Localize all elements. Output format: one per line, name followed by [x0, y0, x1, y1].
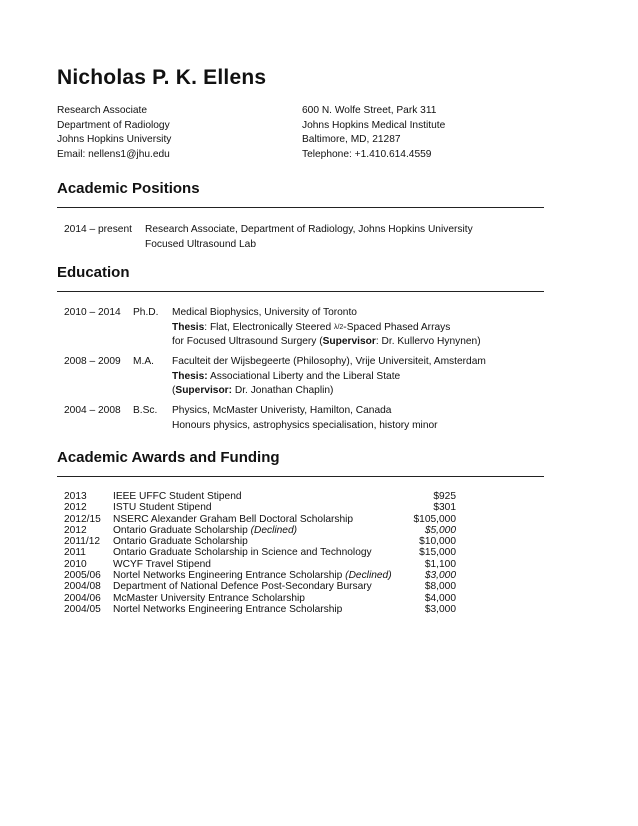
education-details — [172, 306, 481, 350]
contact-department: Department of Radiology — [57, 119, 170, 131]
address-city: Baltimore, MD, 21287 — [302, 134, 401, 146]
supervisor-line — [172, 335, 481, 350]
award-year: 2004/08 — [64, 581, 101, 593]
award-row — [64, 525, 456, 536]
award-name — [113, 514, 353, 525]
education-line: Medical Biophysics, University of Toronto — [172, 307, 357, 318]
award-amount: $4,000 — [424, 592, 456, 604]
award-name — [113, 581, 372, 592]
section-divider — [57, 207, 544, 208]
award-name-text: Ontario Graduate Scholarship — [113, 524, 251, 536]
award-amount: $15,000 — [419, 547, 456, 559]
section-title-education: Education — [57, 264, 130, 281]
supervisor-label: Supervisor: — [175, 385, 233, 397]
award-name-text: Nortel Networks Engineering Entrance Scholarship — [113, 570, 346, 582]
award-name — [113, 536, 248, 547]
award-amount: $1,100 — [424, 558, 456, 570]
award-year: 2012/15 — [64, 513, 101, 525]
contact-left-block — [57, 104, 171, 163]
education-dates: 2008 – 2009 — [64, 356, 121, 367]
award-row — [64, 559, 456, 570]
award-name — [113, 604, 342, 615]
thesis-line — [172, 321, 481, 336]
award-year: 2005/06 — [64, 570, 101, 582]
section-title-positions: Academic Positions — [57, 180, 200, 197]
award-name-text: ISTU Student Stipend — [113, 502, 212, 514]
supervisor-name: Dr. Jonathan Chaplin) — [232, 385, 334, 397]
award-amount: $5,000 — [424, 524, 456, 536]
award-name-text: Ontario Graduate Scholarship — [113, 536, 248, 548]
thesis-label: Thesis: — [172, 370, 208, 382]
award-name-text: WCYF Travel Stipend — [113, 558, 211, 570]
address-street: 600 N. Wolfe Street, Park 311 — [302, 105, 437, 116]
cv-name: Nicholas P. K. Ellens — [57, 66, 267, 89]
contact-right-block — [302, 104, 445, 163]
section-title-awards: Academic Awards and Funding — [57, 449, 280, 466]
section-divider — [57, 291, 544, 292]
supervisor-label: Supervisor — [322, 336, 376, 348]
award-name — [113, 547, 372, 558]
award-row — [64, 547, 456, 558]
award-name — [113, 491, 242, 502]
education-degree: B.Sc. — [133, 405, 158, 416]
supervisor-line — [172, 384, 486, 399]
award-year: 2011 — [64, 547, 86, 559]
award-amount: $105,000 — [413, 513, 456, 525]
award-name-text: Ontario Graduate Scholarship in Science and Technology — [113, 547, 372, 559]
award-row — [64, 536, 456, 547]
award-row — [64, 502, 456, 513]
contact-email: Email: nellens1@jhu.edu — [57, 149, 170, 161]
award-name — [113, 559, 211, 570]
award-year: 2004/05 — [64, 603, 101, 615]
supervisor-prefix: ( — [172, 385, 176, 397]
award-note: (Declined) — [345, 570, 392, 582]
award-year: 2011/12 — [64, 536, 101, 548]
award-year: 2013 — [64, 491, 87, 502]
award-amount: $10,000 — [419, 536, 456, 548]
education-degree: M.A. — [133, 356, 154, 367]
supervisor-prefix: for Focused Ultrasound Surgery ( — [172, 336, 323, 348]
thesis-text: : Flat, Electronically Steered — [204, 321, 334, 333]
award-year: 2012 — [64, 502, 87, 514]
award-year: 2010 — [64, 558, 87, 570]
lambda-fraction: λ/2 — [333, 323, 344, 331]
award-year: 2004/06 — [64, 592, 101, 604]
contact-telephone: Telephone: +1.410.614.4559 — [302, 149, 432, 161]
award-amount: $3,000 — [424, 603, 456, 615]
award-year: 2012 — [64, 524, 87, 536]
award-name — [113, 593, 305, 604]
contact-title: Research Associate — [57, 105, 148, 116]
award-name-text: NSERC Alexander Graham Bell Doctoral Scholarship — [113, 513, 354, 525]
award-amount: $3,000 — [424, 570, 456, 582]
thesis-line — [172, 370, 486, 385]
award-name-text: IEEE UFFC Student Stipend — [113, 491, 242, 502]
award-name-text: Department of National Defence Post-Secondary Bursary — [113, 581, 372, 593]
award-name — [113, 502, 212, 513]
thesis-text: -Spaced Phased Arrays — [343, 321, 451, 333]
position-line: Research Associate, Department of Radiology, Johns Hopkins University — [145, 224, 473, 235]
award-name-text: McMaster University Entrance Scholarship — [113, 592, 305, 604]
position-dates: 2014 – present — [64, 224, 132, 235]
award-row — [64, 581, 456, 592]
education-details — [172, 355, 486, 399]
thesis-text: Associational Liberty and the Liberal State — [207, 370, 401, 382]
education-dates: 2010 – 2014 — [64, 307, 121, 318]
education-dates: 2004 – 2008 — [64, 405, 121, 416]
education-details — [172, 404, 438, 433]
supervisor-name: : Dr. Kullervo Hynynen) — [375, 336, 481, 348]
education-degree: Ph.D. — [133, 307, 159, 318]
award-row — [64, 491, 456, 502]
award-row — [64, 514, 456, 525]
award-row — [64, 604, 456, 615]
thesis-label: Thesis — [172, 321, 205, 333]
address-institute: Johns Hopkins Medical Institute — [302, 119, 446, 131]
award-row — [64, 593, 456, 604]
awards-table — [64, 491, 456, 615]
award-note: (Declined) — [250, 524, 298, 536]
education-line: Honours physics, astrophysics specialisation, history minor — [172, 419, 438, 431]
award-amount: $301 — [433, 502, 456, 514]
contact-university: Johns Hopkins University — [57, 134, 172, 146]
award-name-text: Nortel Networks Engineering Entrance Scholarship — [113, 603, 343, 615]
education-line: Faculteit der Wijsbegeerte (Philosophy), Vrije Universiteit, Amsterdam — [172, 356, 486, 367]
award-row — [64, 570, 456, 581]
award-amount: $8,000 — [424, 581, 456, 593]
award-name — [113, 525, 297, 536]
position-line: Focused Ultrasound Lab — [145, 238, 256, 250]
position-description — [145, 223, 473, 252]
award-amount: $925 — [433, 491, 456, 502]
section-divider — [57, 476, 544, 477]
award-name — [113, 570, 392, 581]
education-line: Physics, McMaster Univeristy, Hamilton, Canada — [172, 405, 392, 416]
